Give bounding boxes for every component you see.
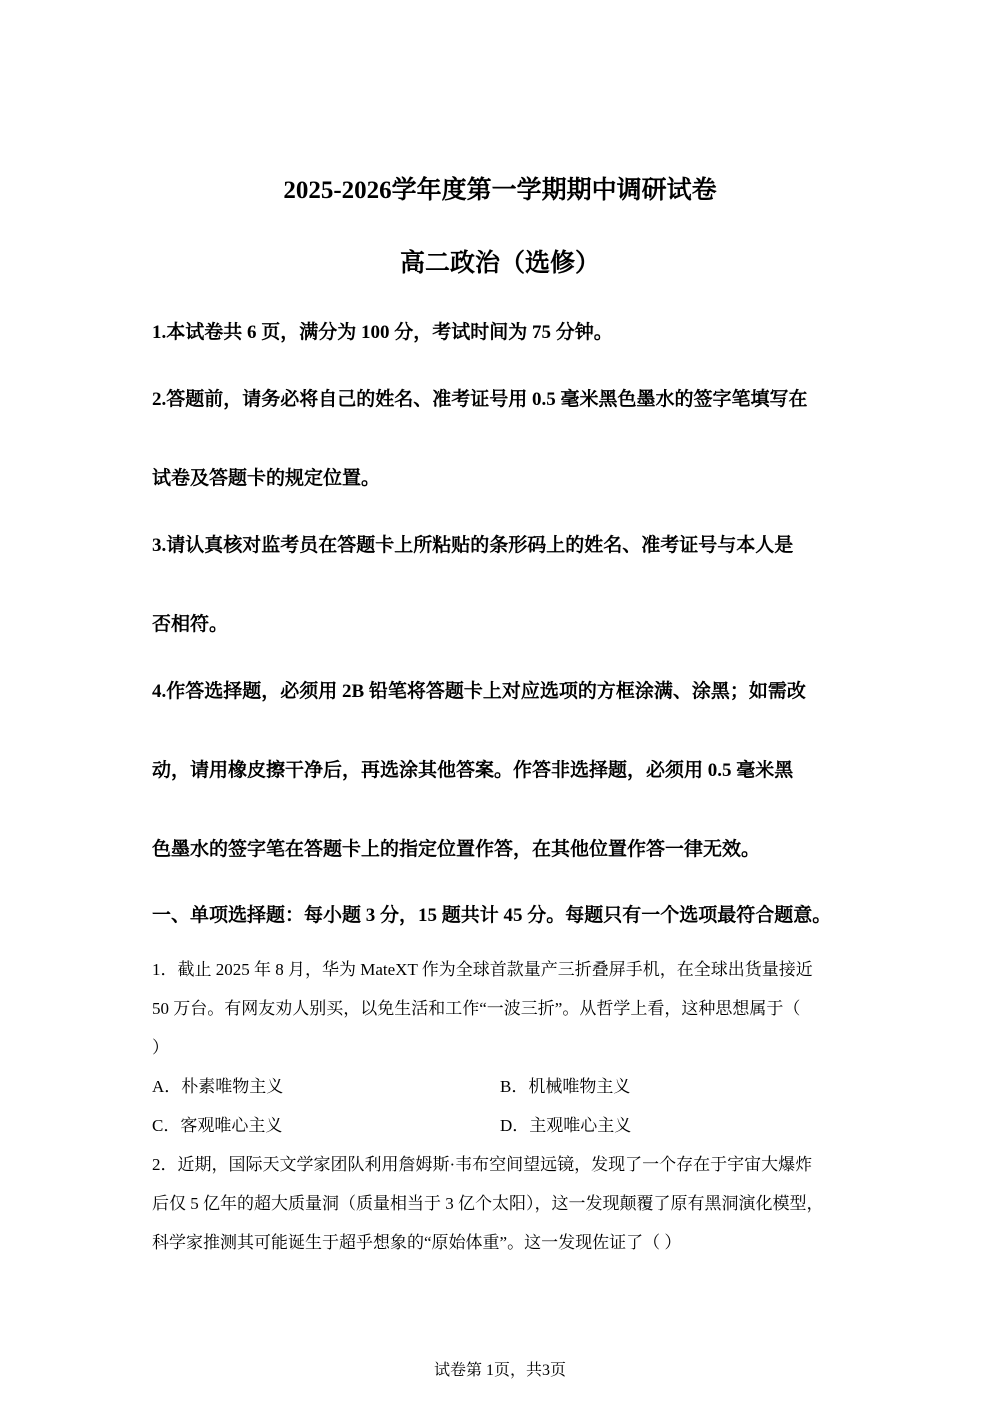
question-2-line: 科学家推测其可能诞生于超乎想象的“原始体重”。这一发现佐证了（ ）	[152, 1233, 682, 1252]
page-footer: 试卷第 1页，共3页	[433, 1362, 566, 1379]
instruction-line: 动，请用橡皮擦干净后，再选涂其他答案。作答非选择题，必须用 0.5 毫米黑	[152, 760, 794, 781]
question-1-option-a: A．朴素唯物主义	[152, 1077, 284, 1096]
exam-title: 2025-2026学年度第一学期期中调研试卷	[283, 177, 717, 204]
instruction-line: 3.请认真核对监考员在答题卡上所粘贴的条形码上的姓名、准考证号与本人是	[152, 535, 794, 556]
instruction-line: 试卷及答题卡的规定位置。	[152, 468, 381, 489]
question-1-option-b: B．机械唯物主义	[500, 1077, 631, 1096]
question-1-line: 50 万台。有网友劝人别买，以免生活和工作“一波三折”。从哲学上看，这种思想属于（	[152, 999, 801, 1018]
question-1-option-c: C．客观唯心主义	[152, 1116, 283, 1135]
question-2-line: 后仅 5 亿年的超大质量洞（质量相当于 3 亿个太阳），这一发现颠覆了原有黑洞演化模型，	[152, 1194, 824, 1213]
question-1-line: 1．截止 2025 年 8 月，华为 MateXT 作为全球首款量产三折叠屏手机，在全球出货量接近	[152, 960, 813, 979]
question-1-option-d: D．主观唯心主义	[500, 1116, 632, 1135]
instruction-line: 2.答题前，请务必将自己的姓名、准考证号用 0.5 毫米黑色墨水的签字笔填写在	[152, 389, 808, 410]
instruction-line: 1.本试卷共 6 页，满分为 100 分，考试时间为 75 分钟。	[152, 322, 613, 343]
question-2-line: 2．近期，国际天文学家团队利用詹姆斯·韦布空间望远镜，发现了一个存在于宇宙大爆炸	[152, 1155, 813, 1174]
exam-subtitle: 高二政治（选修）	[399, 250, 600, 277]
instruction-line: 否相符。	[152, 614, 229, 635]
instruction-line: 色墨水的签字笔在答题卡上的指定位置作答，在其他位置作答一律无效。	[152, 839, 761, 860]
instruction-line: 4.作答选择题，必须用 2B 铅笔将答题卡上对应选项的方框涂满、涂黑；如需改	[152, 681, 806, 702]
section-heading: 一、单项选择题：每小题 3 分，15 题共计 45 分。每题只有一个选项最符合题意。	[152, 905, 832, 926]
question-1-line: ）	[152, 1038, 169, 1057]
